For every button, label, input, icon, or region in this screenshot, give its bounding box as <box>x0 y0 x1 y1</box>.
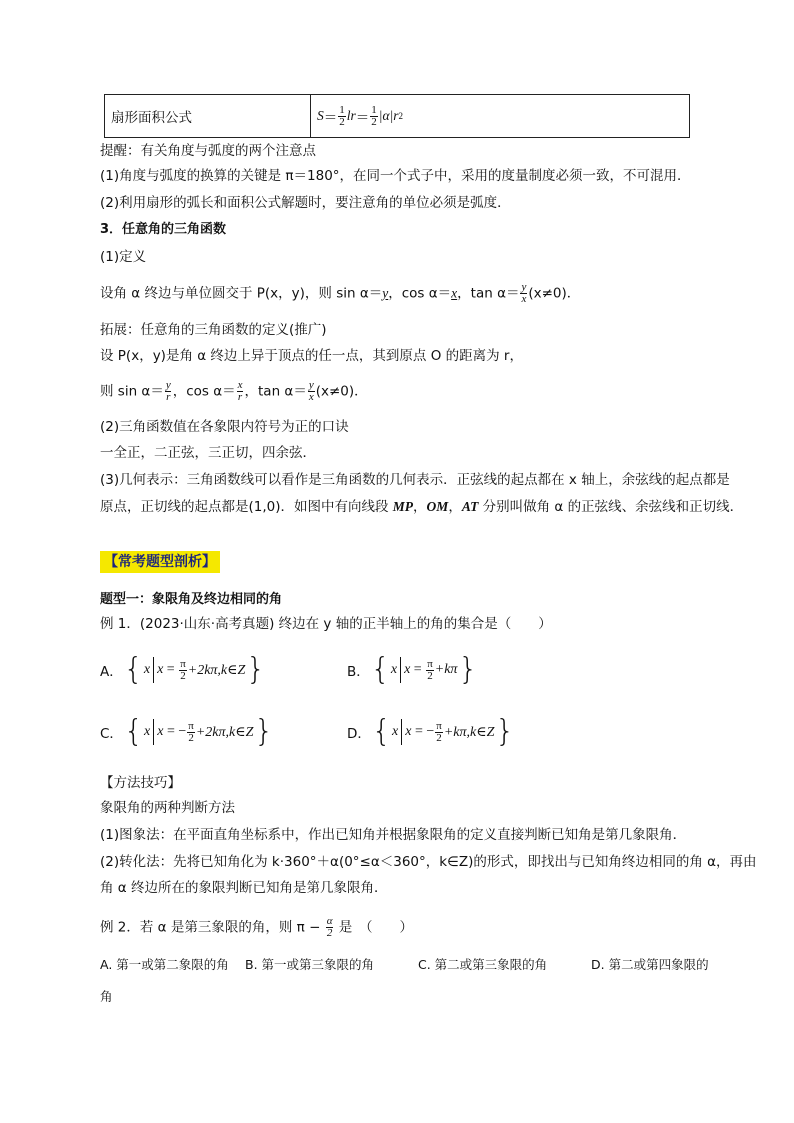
question-type-1: 题型一：象限角及终边相同的角 <box>100 592 283 607</box>
frac-den: 2 <box>326 927 333 939</box>
frac-y-over-r <box>165 380 172 403</box>
frac-den: 2 <box>188 731 194 744</box>
frac-x-over-r <box>237 380 244 403</box>
option-a[interactable] <box>100 652 266 687</box>
right-brace: } <box>495 714 515 749</box>
option-label: D． <box>347 726 371 742</box>
option-tail: +kπ,k∈Z <box>443 724 495 740</box>
option-tail: +2kπ,k∈Z <box>195 724 254 740</box>
option-d[interactable] <box>347 714 515 749</box>
frac-den: 2 <box>339 115 345 128</box>
frac-num: y <box>308 379 314 391</box>
eq-sign: = <box>166 724 175 739</box>
def-text-a: 设角 α 终边与单位圆交于 P(x，y)，则 sin α＝ <box>100 285 383 302</box>
right-brace: } <box>246 652 266 687</box>
left-brace: { <box>370 652 390 687</box>
frac-num: x <box>237 379 243 391</box>
set-bar <box>153 657 154 683</box>
option-label: A． <box>100 664 123 680</box>
frac-den: 2 <box>436 731 442 744</box>
table-cell-name <box>105 95 311 137</box>
frac-pi-2 <box>179 659 187 682</box>
ex2-option-b[interactable]: B. 第一或第三象限的角 <box>245 957 375 972</box>
geo-mp: MP <box>392 499 414 514</box>
extension-title: 拓展：任意角的三角函数的定义(推广) <box>100 322 327 338</box>
example-2 <box>100 916 413 939</box>
eq-sign: = <box>414 724 423 739</box>
option-sign: − <box>426 724 435 739</box>
left-brace: { <box>123 652 143 687</box>
option-c[interactable] <box>100 714 274 749</box>
frac-den: r <box>166 391 171 403</box>
analysis-heading: 【常考题型剖析】 <box>100 551 220 573</box>
frac-num: π <box>427 657 433 670</box>
frac-num: α <box>326 915 333 927</box>
tip-1: (1)角度与弧度的换算的关键是 π＝180°，在同一个式子中，采用的度量制度必须一致，不可混用． <box>100 168 691 184</box>
frac-y-over-x <box>520 282 527 305</box>
fraction-half <box>338 105 346 128</box>
frac-y-over-x-2 <box>308 380 315 403</box>
frac-alpha-2 <box>326 916 334 939</box>
method-2b: 角 α 终边所在的象限判断已知角是第几象限角． <box>100 880 388 896</box>
formula-lr: lr <box>346 108 356 123</box>
frac-pi-2 <box>435 721 443 744</box>
frac-pi-2 <box>187 721 195 744</box>
frac-num: 1 <box>371 103 377 116</box>
ex2-option-a[interactable]: A. 第一或第二象限的角 <box>100 957 229 972</box>
sign-rule: 一全正，二正弦，三正切，四余弦． <box>100 445 316 461</box>
formula-eq2: ＝ <box>355 110 370 125</box>
ex2-text-b: 是 （ ） <box>338 919 414 936</box>
formula-eq: ＝ <box>323 110 338 125</box>
def-y: y <box>382 285 389 301</box>
def-cond: (x≠0)． <box>528 285 581 302</box>
geo-text-a: 原点，正切线的起点都是(1,0)．如图中有向线段 <box>100 499 393 515</box>
set-var: x <box>390 662 398 677</box>
eq-var: x <box>157 662 164 677</box>
eq-sign: = <box>413 662 422 677</box>
method-2a: (2)转化法：先将已知角化为 k·360°＋α(0°≤α＜360°，k∈Z)的形式，即找出与已知角终边相同的角 α，再由 <box>100 854 757 870</box>
left-brace: { <box>371 714 391 749</box>
frac-num: π <box>180 657 186 670</box>
sector-area-table <box>104 94 690 138</box>
set-var: x <box>143 662 151 677</box>
set-bar <box>153 719 154 745</box>
extension-line: 设 P(x，y)是角 α 终边上异于顶点的任一点，其到原点 O 的距离为 r， <box>100 348 523 364</box>
def-x: x <box>451 285 458 301</box>
eq-var: x <box>404 662 411 677</box>
ex2-option-d-wrap: 角 <box>100 989 113 1004</box>
tip-2: (2)利用扇形的弧长和面积公式解题时，要注意角的单位必须是弧度． <box>100 195 511 211</box>
set-bar <box>400 657 401 683</box>
eq-var: x <box>405 724 412 739</box>
frac-den: 2 <box>371 115 377 128</box>
frac-num: y <box>165 379 171 391</box>
option-label: C． <box>100 726 123 742</box>
then-cond: (x≠0)． <box>315 383 368 400</box>
geo-om: OM <box>426 499 449 514</box>
geometry-line-2: 原点，正切线的起点都是(1,0)．如图中有向线段 MP，OM，AT 分别叫做角 α 的正弦线、余弦线和正切线． <box>100 499 744 515</box>
example-1: 例 1．(2023·山东·高考真题) 终边在 y 轴的正半轴上的角的集合是（ ） <box>100 616 552 632</box>
set-var: x <box>392 724 399 739</box>
eq-sign: = <box>166 662 175 677</box>
frac-pi-2 <box>426 659 434 682</box>
method-title: 【方法技巧】 <box>100 775 181 791</box>
set-var: x <box>144 724 151 739</box>
definition-line <box>100 282 580 305</box>
table-cell-formula <box>311 95 689 137</box>
ex2-text-a: 例 2．若 α 是第三象限的角，则 π − <box>100 919 321 936</box>
frac-num: π <box>436 719 442 732</box>
frac-num: 1 <box>339 103 345 116</box>
fraction-half-2 <box>370 105 378 128</box>
frac-den: x <box>308 391 314 403</box>
frac-num: y <box>521 281 527 293</box>
option-label: B． <box>347 664 370 680</box>
formula-s: S <box>317 108 324 123</box>
frac-den: x <box>521 293 527 305</box>
definition-label: (1)定义 <box>100 249 147 265</box>
method-1: (1)图象法：在平面直角坐标系中，作出已知角并根据象限角的定义直接判断已知角是第几象限角． <box>100 827 687 843</box>
then-sin: 则 sin α＝ <box>100 383 164 400</box>
geometry-line-1: (3)几何表示：三角函数线可以看作是三角函数的几何表示．正弦线的起点都在 x 轴上，余弦线的起点都是 <box>100 472 730 488</box>
formula-alpha-r: |α|r <box>378 108 399 123</box>
sign-rule-title: (2)三角函数值在各象限内符号为正的口诀 <box>100 419 349 435</box>
frac-num: π <box>188 719 194 732</box>
extension-formulas <box>100 380 368 403</box>
ex2-option-c[interactable]: C. 第二或第三象限的角 <box>418 957 548 972</box>
tips-title: 提醒：有关角度与弧度的两个注意点 <box>100 143 316 159</box>
then-tan: ，tan α＝ <box>244 383 307 400</box>
option-tail: +kπ <box>434 662 458 677</box>
def-cos: ，cos α＝ <box>388 285 452 302</box>
right-brace: } <box>458 652 478 687</box>
geo-at: AT <box>461 499 479 514</box>
table-name: 扇形面积公式 <box>111 110 192 126</box>
frac-den: r <box>237 391 243 403</box>
left-brace: { <box>123 714 144 749</box>
frac-den: 2 <box>427 669 433 682</box>
def-tan: ，tan α＝ <box>457 285 520 302</box>
ex2-option-d[interactable]: D. 第二或第四象限的 <box>591 957 709 972</box>
method-subtitle: 象限角的两种判断方法 <box>100 800 235 816</box>
right-brace: } <box>254 714 274 749</box>
geo-text-b: 分别叫做角 α 的正弦线、余弦线和正切线． <box>478 499 744 515</box>
frac-den: 2 <box>180 669 186 682</box>
set-bar <box>401 719 402 745</box>
option-tail: +2kπ,k∈Z <box>187 662 246 678</box>
formula-square: 2 <box>398 111 404 121</box>
then-cos: ，cos α＝ <box>172 383 236 400</box>
option-sign: − <box>178 724 187 739</box>
eq-var: x <box>157 724 164 739</box>
section-3-title: 3．任意角的三角函数 <box>100 222 227 237</box>
option-b[interactable] <box>347 652 479 687</box>
